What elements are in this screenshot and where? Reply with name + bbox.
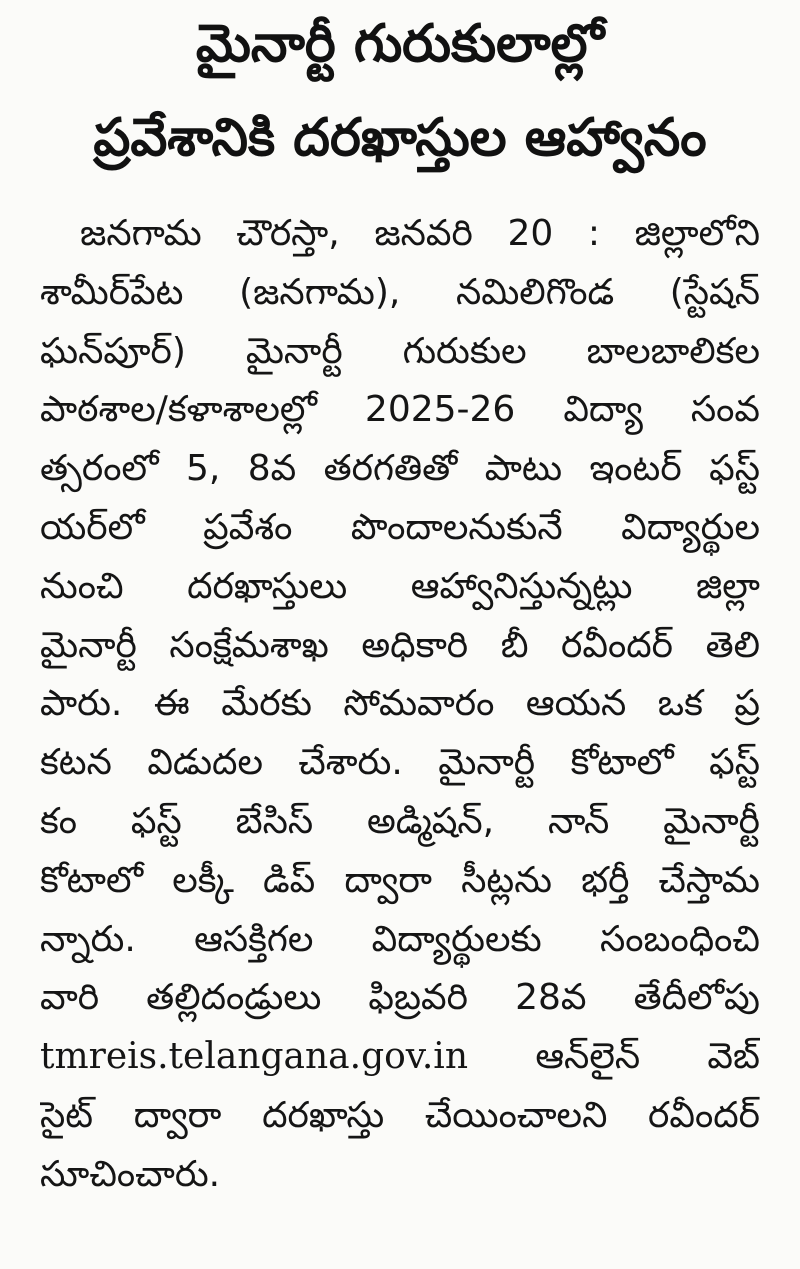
body-line: నుంచి దరఖాస్తులు ఆహ్వానిస్తున్నట్లు జిల్లా <box>40 565 760 607</box>
body-line: పారు. ఈ మేరకు సోమవారం ఆయన ఒక ప్ర <box>40 683 760 725</box>
headline-line-1: మైనార్టీ గురుకులాల్లో <box>195 14 605 74</box>
body-line: శామీర్‌పేట (జనగామ), నమిలిగొండ (స్టేషన్ <box>40 271 760 313</box>
body-line: పాఠశాల/కళాశాలల్లో 2025-26 విద్యా సంవ <box>40 389 760 431</box>
website-url: tmreis.telangana.gov.in <box>40 1036 469 1078</box>
headline-line-2: ప్రవేశానికి దరఖాస్తుల ఆహ్వానం <box>93 108 707 168</box>
body-line: న్నారు. ఆసక్తిగల విద్యార్థులకు సంబంధించి <box>40 918 760 960</box>
body-line: జనగామ చౌరస్తా, జనవరి 20 : జిల్లాలోని <box>80 213 760 254</box>
body-line: మైనార్టీ సంక్షేమశాఖ అధికారి బీ రవీందర్ తెలి <box>40 624 760 666</box>
body-line: కోటాలో లక్కీ డిప్ ద్వారా సీట్లను భర్తీ చేస్తామ <box>40 859 760 901</box>
body-line: కం ఫస్ట్ బేసిస్ అడ్మిషన్, నాన్ మైనార్టీ <box>40 800 760 842</box>
body-line: కటన విడుదల చేశారు. మైనార్టీ కోటాలో ఫస్ట్ <box>40 742 760 784</box>
body-line: వారి తల్లిదండ్రులు ఫిబ్రవరి 28వ తేదీలోపు <box>40 977 760 1019</box>
article-body <box>40 205 760 1205</box>
body-line: త్సరంలో 5, 8వ తరగతితో పాటు ఇంటర్ ఫస్ట్ <box>40 448 760 490</box>
body-line: యర్‌లో ప్రవేశం పొందాలనుకునే విద్యార్థుల <box>40 506 760 548</box>
body-line: సూచించారు. <box>40 1153 221 1195</box>
url-line <box>40 1028 760 1087</box>
body-line: సైట్ ద్వారా దరఖాస్తు చేయించాలని రవీందర్ <box>40 1094 760 1136</box>
body-line: ఘన్‌పూర్) మైనార్టీ గురుకుల బాలబాలికల <box>40 330 760 372</box>
url-line-text: ఆన్‌లైన్ వెబ్ <box>535 1036 760 1078</box>
